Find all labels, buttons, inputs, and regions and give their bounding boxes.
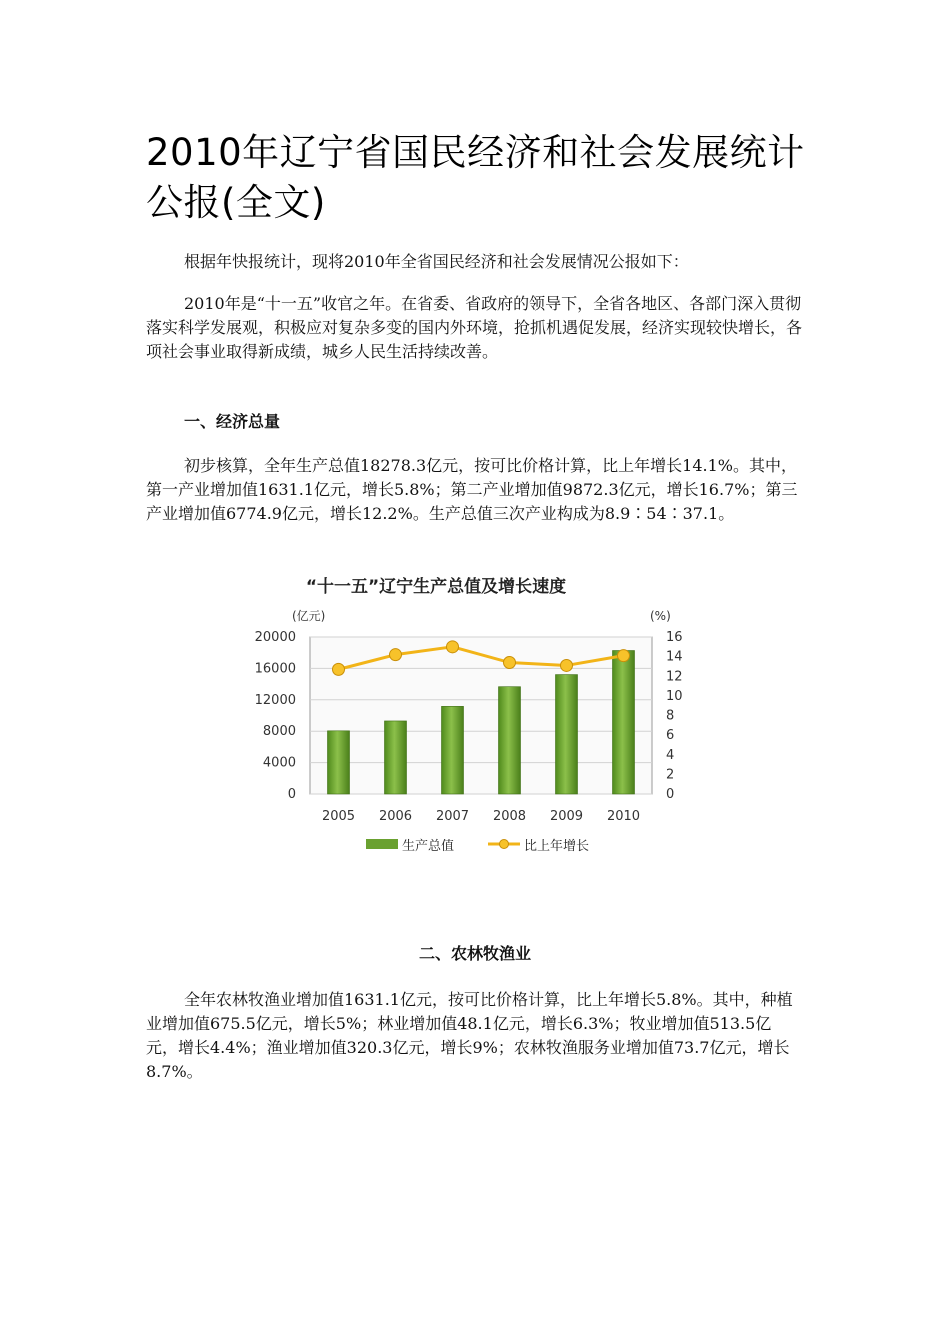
right-axis-unit: (%)	[650, 609, 671, 623]
x-tick-label: 2008	[492, 809, 527, 824]
right-tick-label: 16	[666, 630, 683, 645]
growth-point	[561, 659, 573, 671]
intro-paragraph: 根据年快报统计，现将2010年全省国民经济和社会发展情况公报如下：	[184, 252, 689, 271]
gdp-bar	[328, 731, 350, 794]
right-tick-label: 4	[666, 747, 675, 763]
growth-point	[504, 657, 516, 669]
x-tick-label: 2009	[549, 809, 584, 824]
legend-bar-swatch	[366, 839, 398, 849]
left-tick-label: 8000	[262, 724, 296, 740]
growth-point	[390, 649, 402, 661]
gdp-bar	[442, 706, 464, 794]
x-axis-ticks	[322, 809, 640, 824]
growth-point	[618, 650, 630, 662]
left-axis-ticks	[255, 630, 296, 802]
chart-legend	[366, 838, 589, 854]
right-tick-label: 8	[666, 708, 675, 724]
right-tick-label: 0	[666, 787, 675, 802]
section-heading-economy: 一、经济总量	[184, 412, 281, 431]
x-tick-label: 2010	[606, 809, 641, 824]
chart-title: “十一五”辽宁生产总值及增长速度	[305, 577, 567, 597]
left-tick-label: 12000	[254, 692, 296, 708]
right-tick-label: 2	[666, 767, 675, 783]
section-heading-agriculture: 二、农林牧渔业	[418, 944, 531, 963]
economy-paragraph: 初步核算，全年生产总值18278.3亿元，按可比价格计算，比上年增长14.1%。其中，第一产业增加值1631.1亿元，增长5.8%；第二产业增加值9872.3亿元，增长16.7%；第三产业增加值6774.9亿元，增长12.2%。生产总值三次产业构成为8.9∶54∶37.1。	[146, 456, 798, 523]
legend-bar-label: 生产总值	[402, 839, 455, 854]
x-tick-label: 2007	[435, 809, 470, 824]
agriculture-paragraph: 全年农林牧渔业增加值1631.1亿元，按可比价格计算，比上年增长5.8%。其中，种植业增加值675.5亿元，增长5%；林业增加值48.1亿元，增长6.3%；牧业增加值513.5亿元，增长4.4%；渔业增加值320.3亿元，增长9%；农林牧渔服务业增加值73.7亿元，增长8.7%。	[146, 990, 793, 1081]
document-title: 2010年辽宁省国民经济和社会发展统计公报(全文)	[146, 131, 805, 224]
gdp-bar	[556, 675, 578, 794]
left-tick-label: 4000	[262, 755, 296, 771]
legend-line-label: 比上年增长	[524, 839, 590, 854]
growth-point	[333, 663, 345, 675]
right-tick-label: 6	[666, 728, 675, 744]
growth-point	[447, 641, 459, 653]
gdp-bar	[499, 687, 521, 794]
right-tick-label: 14	[666, 649, 683, 665]
legend-line-marker	[500, 840, 509, 849]
left-tick-label: 0	[287, 787, 296, 802]
x-tick-label: 2006	[378, 809, 413, 824]
left-axis-unit: (亿元)	[292, 609, 326, 623]
gdp-bar	[385, 721, 407, 794]
gdp-growth-chart	[248, 568, 683, 868]
gdp-bar	[613, 651, 635, 794]
right-tick-label: 10	[666, 688, 683, 704]
right-axis-ticks	[666, 630, 683, 802]
right-tick-label: 12	[666, 669, 683, 685]
left-tick-label: 16000	[254, 661, 296, 677]
x-tick-label: 2005	[321, 809, 356, 824]
summary-paragraph: 2010年是“十一五”收官之年。在省委、省政府的领导下，全省各地区、各部门深入贯彻落实科学发展观，积极应对复杂多变的国内外环境，抢抓机遇促发展，经济实现较快增长，各项社会事业取得新成绩，城乡人民生活持续改善。	[146, 294, 803, 361]
left-tick-label: 20000	[254, 630, 296, 645]
